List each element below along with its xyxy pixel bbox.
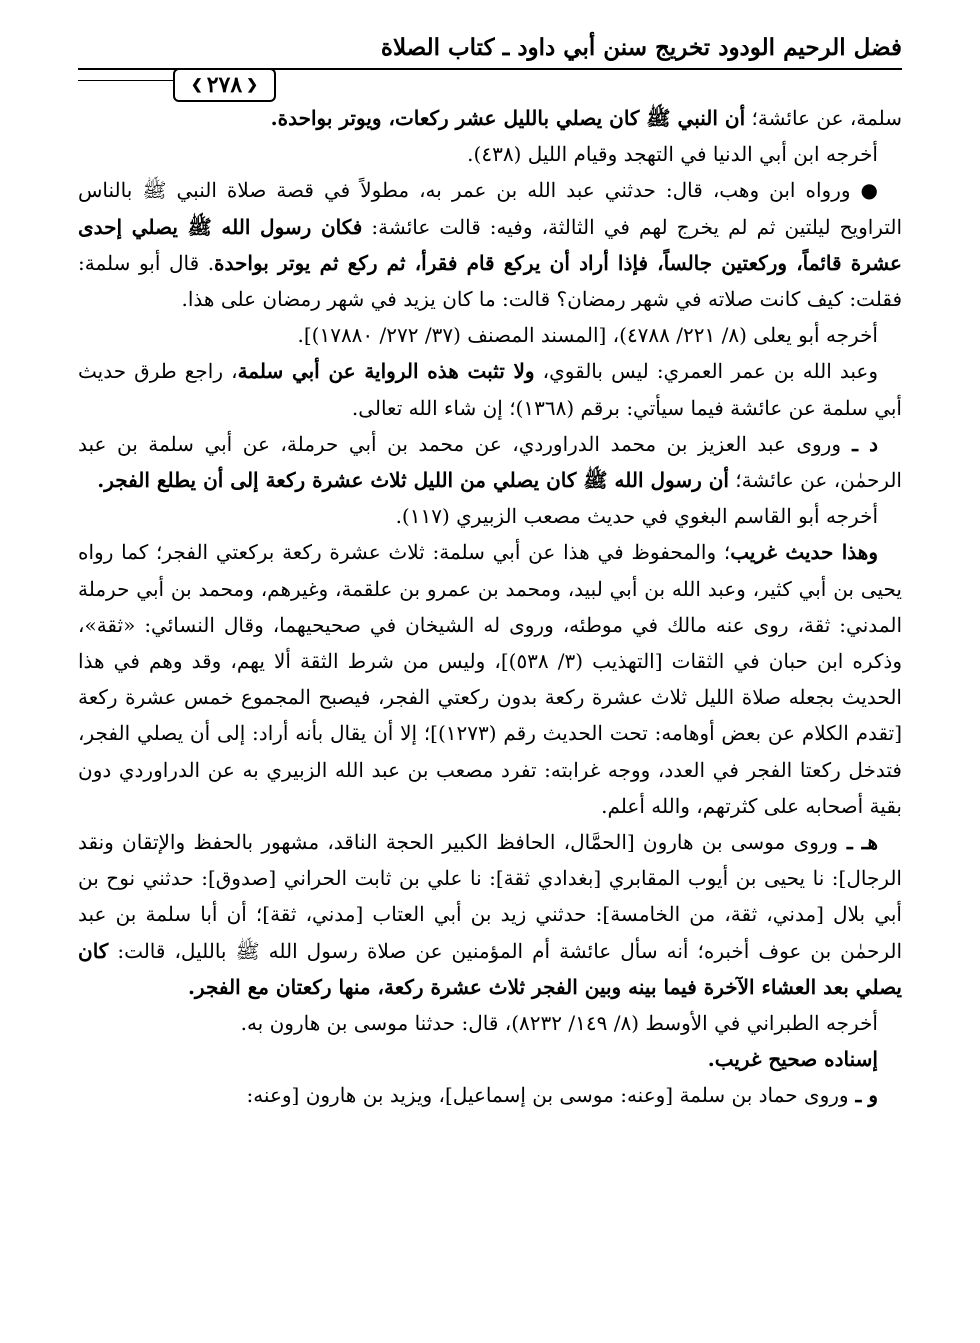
- paragraph: [78, 136, 902, 172]
- page-number: ٢٧٨: [206, 72, 243, 98]
- bold-text-run: فكان رسول الله ﷺ يصلي إحدى عشرة قائماً، وركعتين جالساً، فإذا أراد أن يركع قام فقرأ، ثم ركع ثم يوتر بواحدة: [78, 214, 902, 275]
- paragraph: [78, 498, 902, 534]
- text-run: وروى حماد بن سلمة [وعنه: موسى بن إسماعيل]، ويزيد بن هارون [وعنه:: [246, 1083, 849, 1108]
- page-header: [78, 24, 902, 98]
- ornament-icon: ❯: [191, 77, 203, 93]
- paragraph: [78, 426, 902, 498]
- text-run: أخرجه الطبراني في الأوسط (٨/ ١٤٩/ ٨٢٣٢)، قال: حدثنا موسى بن هارون به.: [240, 1011, 878, 1036]
- header-rule-left: [78, 80, 173, 81]
- bold-text-run: ولا تثبت هذه الرواية عن أبي سلمة: [237, 359, 535, 384]
- body-text: [78, 100, 902, 1114]
- text-run: وعبد الله بن عمر العمري: ليس بالقوي،: [534, 359, 879, 384]
- text-run: أخرجه ابن أبي الدنيا في التهجد وقيام الليل (٤٣٨).: [467, 142, 878, 167]
- running-title: فضل الرحيم الودود تخريج سنن أبي داود ـ كتاب الصلاة: [380, 34, 902, 61]
- text-run: ، راجع طرق حديث أبي سلمة عن عائشة فيما سيأتي: برقم (١٣٦٨)؛ إن شاء الله تعالى.: [78, 359, 902, 420]
- text-run: سلمة، عن عائشة؛: [745, 106, 902, 130]
- text-run: ؛ والمحفوظ في هذا عن أبي سلمة: ثلاث عشرة ركعة بركعتي الفجر؛ كما رواه يحيى بن أبي كثير، وعبد الله بن أبي لبيد، ومحمد بن عمرو بن علقمة، وغيرهم، ومحمد بن أبي حرملة المدني: ثقة، روى عنه مالك في موطئه، وروى له الشيخان في صحيحيهما، وقال النسائي: «ثقة»، وذكره ابن حبان في الثقات [التهذيب (٣/ ٥٣٨)]، وليس من شرط الثقة ألا يهم، وقد وهم في هذا الحديث بجعله صلاة الليل ثلاث عشرة ركعة بدون ركعتي الفجر، فيصبح المجموع خمس عشرة ركعة [تقدم الكلام عن بعض أوهامه: تحت الحديث رقم (١٢٧٣)]؛ إلا أن يقال بأنه أراد: إلى أن يصلي الفجر، فتدخل ركعتا الفجر في العدد، ووجه غرابته: تفرد مصعب بن عبد الله الزبيري به عن الدراوردي دون بقية أصحابه على كثرتهم، والله أعلم.: [78, 540, 902, 818]
- bold-text-run: كان يصلي بعد العشاء الآخرة فيما بينه وبين الفجر ثلاث عشرة ركعة، منها ركعتان مع الفجر.: [78, 938, 902, 999]
- paragraph: [78, 353, 902, 425]
- paragraph: [78, 1005, 902, 1041]
- page-number-badge: [173, 68, 276, 102]
- text-run: ● ورواه ابن وهب، قال: حدثني عبد الله بن عمر به، مطولاً في قصة صلاة النبي ﷺ بالناس التراويح ليلتين ثم لم يخرج لهم في الثالثة، وفيه: قالت عائشة:: [78, 178, 902, 239]
- bold-text-run: إسناده صحيح غريب.: [707, 1047, 878, 1072]
- bold-text-run: و ـ: [848, 1083, 878, 1108]
- text-run: أخرجه أبو القاسم البغوي في حديث مصعب الزبيري (١١٧).: [395, 504, 878, 529]
- paragraph: [78, 824, 902, 1005]
- paragraph: [78, 172, 902, 317]
- text-run: وروى موسى بن هارون [الحمَّال، الحافظ الكبير الحجة الناقد، مشهور بالحفظ والإتقان ونقد الرجال]: نا يحيى بن أيوب المقابري [بغدادي ثقة]: نا علي بن ثابت الحراني [صدوق]: حدثني نوح بن أبي بلال [مدني، ثقة، من الخامسة]: حدثني زيد بن أبي العتاب [مدني، ثقة]؛ أن أبا سلمة بن عبد الرحمٰن بن عوف أخبره؛ أنه سأل عائشة أم المؤمنين عن صلاة رسول الله ﷺ بالليل، قالت:: [78, 830, 902, 963]
- text-run: أخرجه أبو يعلى (٨/ ٢٢١/ ٤٧٨٨)، [المسند المصنف (٣٧/ ٢٧٢/ ١٧٨٨٠)].: [297, 323, 878, 348]
- paragraph: [78, 317, 902, 353]
- bold-text-run: وهذا حديث غريب: [730, 540, 879, 565]
- paragraph: [78, 100, 902, 136]
- bold-text-run: أن رسول الله ﷺ كان يصلي من الليل ثلاث عشرة ركعة إلى أن يطلع الفجر.: [97, 468, 729, 493]
- paragraph: [78, 1041, 902, 1077]
- bold-text-run: هـ ـ: [838, 830, 878, 855]
- bold-text-run: د ـ: [841, 431, 878, 456]
- bold-text-run: أن النبي ﷺ كان يصلي بالليل عشر ركعات، ويوتر بواحدة.: [270, 106, 746, 130]
- paragraph: [78, 534, 902, 824]
- text-run: . قال أبو سلمة: فقلت: كيف كانت صلاته في شهر رمضان؟ قالت: ما كان يزيد في شهر رمضان على هذا.: [78, 250, 902, 312]
- paragraph: [78, 1077, 902, 1113]
- text-run: وروى عبد العزيز بن محمد الدراوردي، عن محمد بن أبي حرملة، عن أبي سلمة بن عبد الرحمٰن، عن عائشة؛: [78, 431, 902, 493]
- ornament-icon: ❮: [246, 77, 258, 93]
